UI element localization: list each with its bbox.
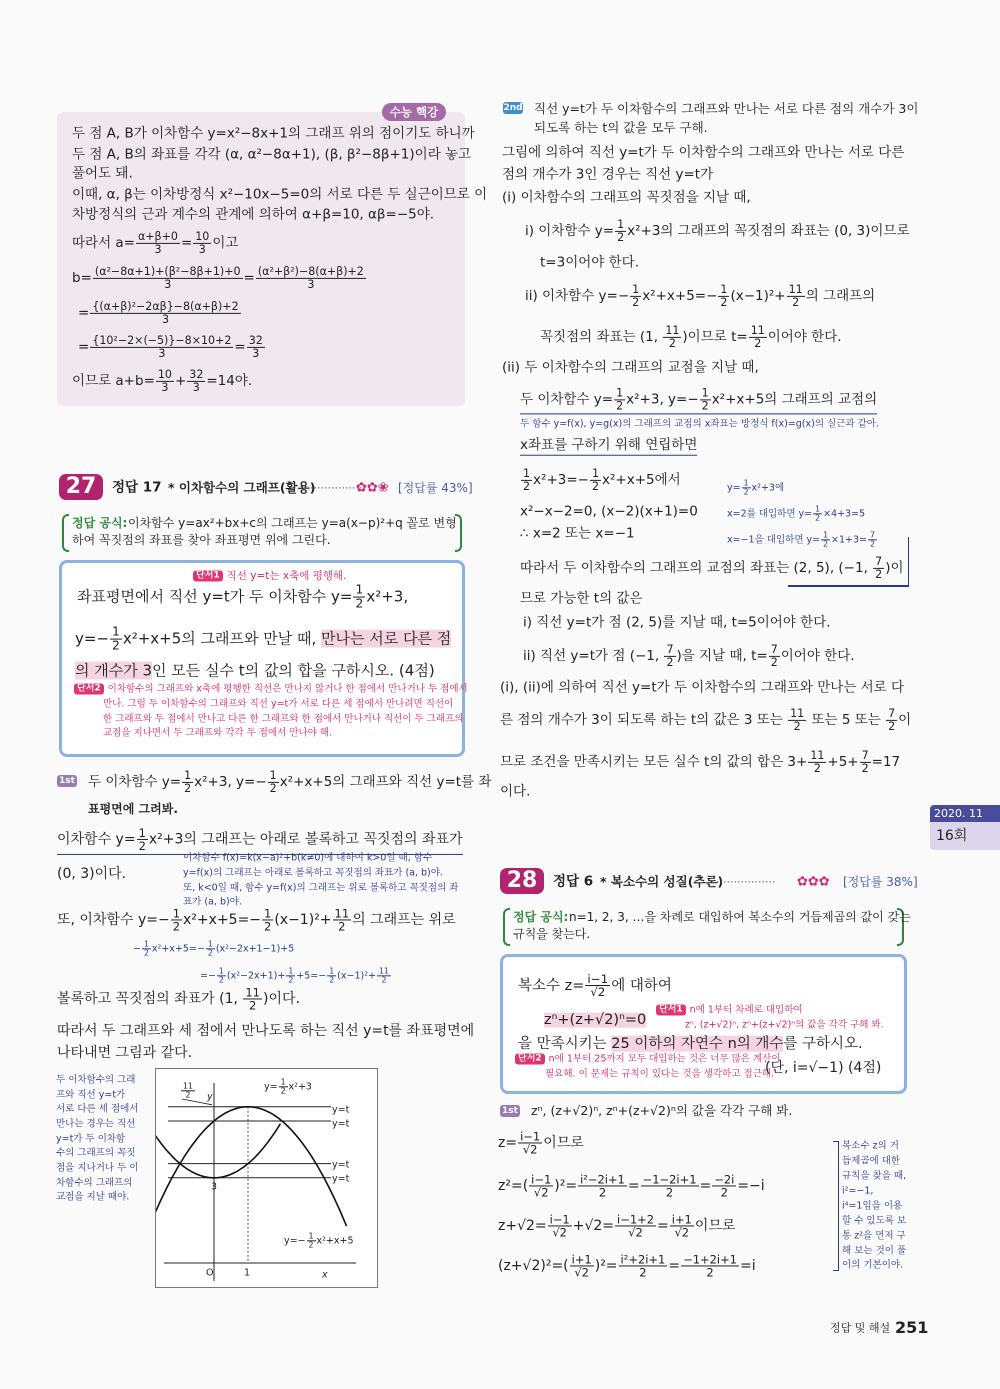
solution-line: z+√2= $\frac{i-1}{√2}$ +√2= $\frac{i-1+2}{√2}$ = $\frac{i+1}{√2}$ 이므로: [498, 1212, 736, 1240]
fraction: $\frac{1}{2}$: [823, 530, 829, 549]
fraction: $\frac{7}{2}$: [888, 706, 896, 733]
fraction: $\frac{1}{2}$: [632, 282, 640, 309]
fraction: $\frac{11}{2}$: [788, 282, 803, 309]
solution-line: i) 이차함수 y= $\frac{1}{2}$ x²+3의 그래프의 꼭짓점의 좌표는 (0, 3)이므로: [525, 217, 910, 244]
hint2-text: n에 1부터 25까지 모두 대입하는 것은 너무 많은 계산이: [548, 1053, 781, 1065]
step1-text: 표평면에 그려봐.: [88, 802, 178, 816]
fraction: $\frac{1}{2}$: [218, 966, 224, 985]
vertex-note: 또, k<0일 때, 함수 y=f(x)의 그래프는 위로 볼록하고 꼭짓점의 좌: [183, 882, 459, 894]
fraction: $\frac{1}{2}$: [138, 825, 146, 853]
graph-note: 차함수의 그래프의: [56, 1177, 133, 1189]
tip-line: 차방정식의 근과 계수의 관계에 의하여 α+β=10, αβ=−5야.: [72, 206, 435, 223]
hint2: [74, 684, 468, 695]
fraction: $\frac{11}{2}$: [665, 323, 680, 350]
hint1-text: zⁿ, (z+√2)ⁿ, zⁿ+(z+√2)ⁿ의 값을 각각 구해 봐.: [685, 1019, 884, 1031]
hint2-tag: 단서2: [515, 1054, 545, 1065]
intersection-note: 두 함수 y=f(x), y=g(x)의 그래프의 교점의 x좌표는 방정식 f(x)=g(x)의 실근과 같아.: [520, 418, 879, 430]
solution-line: 이다.: [500, 783, 531, 800]
side-note: i²=−1,: [842, 1185, 874, 1197]
problem-text: 인 모든 실수 t의 값의 합을 구하시오. (4점): [152, 661, 435, 680]
problem-line: [75, 626, 451, 653]
graph-note: 수의 그래프의 꼭짓: [56, 1147, 136, 1159]
footer-label: 정답 및 해설: [830, 1321, 891, 1335]
side-note: 듭제곱에 대한: [842, 1155, 901, 1167]
solution-line: (i), (ii)에 의하여 직선 y=t가 두 이차함수의 그래프와 만나는 서로 다: [500, 679, 905, 696]
fraction: $\frac{1}{2}$: [288, 966, 294, 985]
dots: ·················: [716, 875, 776, 889]
sub-note: y= $\frac{1}{2}$ x²+3에: [727, 478, 785, 497]
hint1-text: 직선 y=t는 x축에 평행해.: [226, 570, 347, 582]
fraction: $\frac{1}{2}$: [591, 466, 600, 493]
answer-label: 정답 6: [553, 873, 594, 890]
question-number: 28: [500, 868, 544, 894]
formula-line: 이차함수 y=ax²+bx+c의 그래프는 y=a(x−p)²+q 꼴로 변형: [128, 516, 457, 530]
solution-line: 그림에 의하여 직선 y=t가 두 이차함수의 그래프와 만나는 서로 다른: [502, 144, 905, 161]
fraction: $\frac{11}{2}$: [378, 966, 389, 985]
formula-label: 정답 공식:: [72, 516, 128, 530]
fraction: $\frac{7}{2}$: [666, 642, 674, 669]
vertex-note: 표가 (a, b)야.: [183, 896, 242, 908]
side-note: 이의 기본이야.: [842, 1259, 904, 1271]
problem-text: 를 구하시오.: [783, 1035, 863, 1052]
sub-note: x=2를 대입하면 y= $\frac{1}{2}$ ×4+3=5: [727, 504, 866, 523]
sub-note: x=−1을 대입하면 y= $\frac{1}{2}$ ×1+3= $\frac{7}{2}$: [727, 530, 875, 549]
solution-line: x²−x−2=0, (x−2)(x+1)=0: [520, 503, 698, 520]
fraction: $\frac{11}{2}$: [245, 985, 260, 1013]
hint1-tag: 단서1: [656, 1005, 686, 1016]
fraction: $\frac{1}{2}$: [112, 624, 120, 653]
solution-line: z²=( $\frac{i-1}{√2}$ )²= $\frac{\text{i²−2i+1}}{2}$ = $\frac{-1-2i+1}{2}$ = $\frac{-2i}{2}$ =−i: [498, 1172, 765, 1200]
fraction: $\frac{7}{2}$: [861, 748, 869, 775]
line-label: y=t: [332, 1118, 350, 1130]
solution-line: x좌표를 구하기 위해 연립하면: [520, 439, 697, 456]
problem-line: 좌표평면에서 직선 y=t가 두 이차함수 y= $\frac{1}{2}$ x²+3,: [77, 582, 409, 611]
fraction: $\frac{1}{2}$: [329, 966, 335, 985]
tip-line: 두 점 A, B가 이차함수 y=x²−8x+1의 그래프 위의 점이기도 하니까: [72, 125, 475, 142]
x-tick-1: 1: [244, 1267, 251, 1279]
tip-badge: 수능 핵강: [382, 103, 446, 121]
tip-line: 풀어도 돼.: [72, 165, 133, 182]
problem-highlight: 의 개수가 3: [75, 661, 153, 680]
fraction: $\frac{\text{\{10²−2×(−5)\}−8×10+2}}{3}$: [92, 333, 232, 360]
tip-line: b= $\frac{\text{(α²−8α+1)+(β²−8β+1)+0}}{3}$ = $\frac{\text{(α²+β²)−8(α+β)+2}}{3}$: [72, 264, 364, 291]
solution-line: 점의 개수가 3인 경우는 직선 y=t가: [502, 166, 714, 183]
problem-highlight: 만나는 서로 다른 점: [321, 629, 452, 648]
fraction: $\frac{i-1}{√2}$: [520, 1129, 541, 1157]
exam-side-tab: [930, 805, 1000, 850]
graph-note: 점을 지나거나 두 이: [56, 1162, 139, 1174]
step1-badge: 1st: [57, 775, 77, 787]
fraction: $\frac{\text{(α²−8α+1)+(β²−8β+1)+0}}{3}$: [94, 264, 241, 291]
fraction: $\frac{7}{2}$: [875, 554, 883, 581]
hint2-text: 필요해. 이 문제는 규칙이 있다는 것을 생각하고 접근해.: [545, 1068, 775, 1080]
side-note: i⁴=1임을 이용: [842, 1200, 903, 1212]
solution-line: 므로 가능한 t의 값은: [520, 590, 643, 607]
solution-line: z= $\frac{i-1}{√2}$ 이므로: [498, 1129, 584, 1157]
fraction: $\frac{\text{(α²+β²)−8(α+β)+2}}{3}$: [257, 264, 364, 291]
step1-badge: 1st: [500, 1105, 520, 1117]
tip-line: 이므로 a+b= $\frac{10}{3}$ + $\frac{32}{3}$ =14야.: [72, 367, 253, 394]
solution-line: (i) 이차함수의 그래프의 꼭짓점을 지날 때,: [502, 189, 751, 206]
solution-line: (0, 3)이다.: [57, 866, 127, 882]
fraction: $\frac{-1+2i+1}{2}$: [683, 1252, 737, 1280]
exam-date: 2020. 11: [930, 805, 1000, 822]
problem-text: 을 만족시키는: [518, 1035, 612, 1052]
curve1-label: y= $\frac{1}{2}$ x²+3: [264, 1077, 312, 1096]
hint2-text: 교점을 지나면서 두 그래프와 각각 두 점에서 만나야 해.: [103, 727, 333, 739]
fraction: $\frac{1}{2}$: [207, 939, 213, 958]
solution-line: 른 점의 개수가 3이 되도록 하는 t의 값은 3 또는 $\frac{11}{2}$ 또는 5 또는 $\frac{7}{2}$ 이: [500, 706, 912, 733]
problem-equation: zⁿ+(z+√2)ⁿ=0: [544, 1011, 647, 1028]
tip-line: = $\frac{\text{\{10²−2×(−5)\}−8×10+2}}{3}$ = $\frac{32}{3}$: [78, 333, 263, 360]
formula-line: 하여 꼭짓점의 좌표를 찾아 좌표평면 위에 그린다.: [72, 533, 331, 547]
fraction: $\frac{i+1}{√2}$: [571, 1252, 592, 1280]
solution-line: 두 이차함수 y= $\frac{1}{2}$ x²+3, y=− $\frac{1}{2}$ x²+x+5의 그래프의 교점의: [520, 387, 877, 414]
y-tick-3: 3: [211, 1181, 218, 1193]
complete-square-note: − $\frac{1}{2}$ x²+x+5=− $\frac{1}{2}$ (x²−2x+1−1)+5: [133, 939, 295, 958]
fraction: $\frac{1}{2}$: [264, 906, 272, 934]
step2-badge: 2nd: [503, 103, 523, 113]
side-note: 복소수 z의 거: [842, 1140, 899, 1152]
problem-highlight: 25 이하의 자연수 n의 개수: [611, 1035, 784, 1052]
solution-line: t=3이어야 한다.: [540, 254, 639, 271]
fraction: $\frac{11}{2}$: [790, 706, 805, 733]
difficulty-stars: ✿✿❀: [356, 480, 389, 496]
exam-round: 16회: [930, 822, 1000, 850]
topic-label: * 이차함수의 그래프(활용): [168, 479, 316, 495]
solution-line: ii) 이차함수 y=− $\frac{1}{2}$ x²+x+5=− $\frac{1}{2}$ (x−1)²+ $\frac{11}{2}$ 의 그래프의: [525, 282, 876, 309]
fraction: $\frac{7}{2}$: [770, 642, 778, 669]
fraction: $\frac{1}{2}$: [355, 582, 364, 611]
fraction: $\frac{10}{3}$: [195, 229, 210, 256]
label-11-over-2: [180, 1082, 196, 1099]
line-label: y=t: [332, 1173, 350, 1185]
graph-note: 두 이차함수의 그래: [56, 1074, 136, 1086]
fraction: $\frac{1}{2}$: [720, 282, 728, 309]
fraction: $\frac{11}{2}$: [810, 748, 825, 775]
fraction: $\frac{1}{2}$: [616, 386, 624, 412]
side-note: 규칙을 찾을 때,: [842, 1170, 907, 1182]
correct-rate: [정답률 43%]: [398, 481, 473, 495]
fraction: $\frac{32}{3}$: [248, 333, 263, 360]
line-label: y=t: [332, 1104, 350, 1116]
fraction: $\frac{1}{2}$: [172, 906, 181, 934]
answer-label: 정답 17: [112, 479, 162, 496]
bracket-left: [62, 514, 69, 552]
fraction: $\frac{32}{3}$: [189, 367, 204, 394]
fraction: $\frac{\text{i²+2i+1}}{2}$: [620, 1252, 666, 1280]
topic-label: * 복소수의 성질(추론): [600, 873, 724, 889]
side-note: 통 z²을 먼저 구: [842, 1230, 906, 1242]
solution-line: (ii) 두 이차함수의 그래프의 교점을 지날 때,: [502, 359, 759, 376]
question-number: 27: [59, 474, 103, 500]
problem-condition: (단, i=√−1) (4점): [765, 1060, 882, 1076]
step2-text: 되도록 하는 t의 값을 모두 구해.: [534, 119, 708, 135]
graph-note: 교점을 지날 때야.: [56, 1191, 130, 1203]
fraction: $\frac{1}{2}$: [143, 939, 149, 958]
fraction: $\frac{1}{2}$: [743, 478, 749, 497]
solution-line: 따라서 두 그래프와 세 점에서 만나도록 하는 직선 y=t를 좌표평면에: [57, 1023, 475, 1039]
hint2-text: 이차함수의 그래프와 x축에 평행한 직선은 만나지 않거나 한 점에서 만나거나 두 점에서: [107, 683, 468, 695]
fraction: $\frac{-1-2i+1}{2}$: [642, 1172, 697, 1200]
side-note: 할 수 있도록 보: [842, 1215, 907, 1227]
graph-note: 서로 다른 세 점에서: [56, 1103, 139, 1115]
fraction: $\frac{1}{2}$: [617, 217, 625, 244]
note-bracket: [833, 1141, 839, 1271]
step2-text: 직선 y=t가 두 이차함수의 그래프와 만나는 서로 다른 점의 개수가 3이: [534, 100, 919, 116]
hint2-tag: 단서2: [74, 684, 104, 695]
fraction: $\frac{11}{2}$: [183, 1081, 193, 1100]
tip-line: 이때, α, β는 이차방정식 x²−10x−5=0의 서로 다른 두 실근이므로 이: [72, 186, 488, 203]
step1-text: 두 이차함수 y= $\frac{1}{2}$ x²+3, y=− $\frac{1}{2}$ x²+x+5의 그래프와 직선 y=t를 좌: [88, 768, 492, 795]
fraction: $\frac{-2i}{2}$: [714, 1172, 735, 1200]
fraction: $\frac{7}{2}$: [870, 530, 875, 549]
y-axis-label: y: [207, 1091, 213, 1103]
bracket-left: [503, 908, 510, 946]
graph-note: 만나는 경우는 직선: [56, 1118, 136, 1130]
solution-line: ∴ x=2 또는 x=−1: [520, 525, 635, 542]
fraction: $\frac{i-1}{√2}$: [587, 972, 609, 1000]
vertex-note: 이차함수 f(x)=k(x−a)²+b(k≠0)에 대하여 k>0일 때, 함수: [183, 852, 433, 864]
fraction: $\frac{\alpha+\beta+0}{3}$: [138, 229, 178, 256]
side-note: 해 보는 것이 풀: [842, 1245, 907, 1257]
complete-square-note: =− $\frac{1}{2}$ (x²−2x+1)+ $\frac{1}{2}$ +5=− $\frac{1}{2}$ (x−1)²+ $\frac{11}{2}$: [200, 966, 389, 985]
vertex-note: y=f(x)의 그래프는 아래로 볼록하고 꼭짓점의 좌표가 (a, b)야.: [183, 867, 443, 879]
tip-line: = $\frac{\text{\{(α+β)²−2αβ\}−8(α+β)+2}}{3}$: [78, 299, 239, 326]
solution-line: 꼭짓점의 좌표는 (1, $\frac{11}{2}$ )이므로 t= $\frac{11}{2}$ 이어야 한다.: [540, 323, 842, 350]
hint2-text: 만나. 그럼 두 이차함수의 그래프와 직선 y=t가 서로 다른 세 점에서 만나려면 직선이: [103, 698, 454, 710]
fraction: $\frac{\text{\{(α+β)²−2αβ\}−8(α+β)+2}}{3}$: [92, 299, 239, 326]
hint1-text: n에 1부터 차례로 대입하여: [689, 1004, 803, 1016]
fraction: $\frac{1}{2}$: [815, 504, 821, 523]
solution-line: i) 직선 y=t가 점 (2, 5)를 지날 때, t=5이어야 한다.: [523, 614, 831, 631]
fraction: $\frac{10}{3}$: [157, 367, 172, 394]
solution-line: ii) 직선 y=t가 점 (−1, $\frac{7}{2}$ )을 지날 때, t= $\frac{7}{2}$ 이어야 한다.: [523, 642, 855, 669]
difficulty-stars: ✿✿✿: [797, 874, 830, 890]
correct-rate: [정답률 38%]: [843, 875, 918, 889]
fraction: $\frac{i-1+2}{√2}$: [617, 1212, 655, 1240]
fraction: $\frac{\text{i²−2i+1}}{2}$: [580, 1172, 625, 1200]
problem-text: y=− $\frac{1}{2}$ x²+x+5의 그래프와 만날 때,: [75, 624, 322, 653]
fraction: $\frac{1}{2}$: [308, 1231, 314, 1250]
fraction: $\frac{11}{2}$: [334, 906, 350, 934]
formula-line: 규칙을 찾는다.: [513, 927, 591, 941]
tip-line: 두 점 A, B의 좌표를 각각 (α, α²−8α+1), (β, β²−8β+1)이라 놓고: [72, 146, 472, 163]
solution-line: 또, 이차함수 y=− $\frac{1}{2}$ x²+x+5=− $\frac{1}{2}$ (x−1)²+ $\frac{11}{2}$ 의 그래프는 위로: [57, 906, 456, 934]
curve2-label: y=− $\frac{1}{2}$ x²+x+5: [284, 1231, 354, 1250]
solution-line: 이차함수 y= $\frac{1}{2}$ x²+3의 그래프는 아래로 볼록하고 꼭짓점의 좌표가: [57, 827, 463, 855]
fraction: $\frac{11}{2}$: [750, 323, 765, 350]
solution-line: 므로 조건을 만족시키는 모든 실수 t의 값의 합은 3+ $\frac{11}{2}$ +5+ $\frac{7}{2}$ =17: [500, 748, 901, 775]
fraction: $\frac{i-1}{√2}$: [531, 1172, 552, 1200]
hint2-text: 한 그래프와 두 점에서 만나고 다른 한 그래프와 한 점에서 만나거나 직선이 두 그래프의: [103, 713, 464, 725]
fraction: $\frac{1}{2}$: [269, 768, 277, 795]
line-label: y=t: [332, 1159, 350, 1171]
problem-line: 복소수 z= $\frac{i-1}{√2}$ 에 대하여: [518, 972, 672, 1000]
solution-line: (z+√2)²=( $\frac{i+1}{√2}$ )²= $\frac{\text{i²+2i+1}}{2}$ = $\frac{-1+2i+1}{2}$ =i: [498, 1252, 756, 1280]
fraction: $\frac{1}{2}$: [701, 386, 709, 412]
formula-line: n=1, 2, 3, …을 차례로 대입하여 복소수의 거듭제곱의 값이 갖는: [569, 910, 911, 924]
parabola-downward: [156, 1104, 350, 1287]
solution-line: $\frac{1}{2}$ x²+3=− $\frac{1}{2}$ x²+x+5에서: [523, 466, 681, 493]
origin-label: O: [206, 1267, 214, 1279]
graph-note: y=t가 두 이차함: [56, 1133, 126, 1145]
hint2: [515, 1054, 781, 1065]
solution-line: 볼록하고 꼭짓점의 좌표가 (1, $\frac{11}{2}$ )이다.: [57, 985, 300, 1013]
hint1: [193, 571, 347, 582]
fraction: $\frac{1}{2}$: [523, 466, 531, 493]
step1-text: zⁿ, (z+√2)ⁿ, zⁿ+(z+√2)ⁿ의 값을 각각 구해 봐.: [531, 1102, 793, 1118]
page-number: 251: [895, 1318, 929, 1337]
fraction: $\frac{1}{2}$: [184, 768, 192, 795]
graph-note: 프와 직선 y=t가: [56, 1089, 126, 1101]
x-axis-label: x: [322, 1269, 328, 1281]
dots: ·················: [303, 481, 363, 495]
hint1-tag: 단서1: [193, 571, 223, 582]
fraction: $\frac{1}{2}$: [280, 1077, 286, 1096]
problem-line: [518, 1037, 863, 1052]
fraction: $\frac{i+1}{√2}$: [671, 1212, 692, 1240]
problem-line: [75, 661, 435, 680]
parabola-upward: [156, 1124, 280, 1178]
solution-line: 따라서 두 이차함수의 그래프의 교점의 좌표는 (2, 5), (−1, $\frac{7}{2}$ )이: [520, 554, 904, 581]
solution-line: 나타내면 그림과 같다.: [57, 1045, 193, 1061]
fraction: $\frac{i-1}{√2}$: [549, 1212, 570, 1240]
tip-line: 따라서 a= $\frac{\alpha+\beta+0}{3}$ = $\frac{10}{3}$ 이고: [72, 229, 239, 256]
hint1: [656, 1005, 803, 1016]
formula-label: 정답 공식:: [513, 910, 569, 924]
parabola-graph: [155, 1068, 378, 1288]
connector-line: [870, 537, 909, 587]
